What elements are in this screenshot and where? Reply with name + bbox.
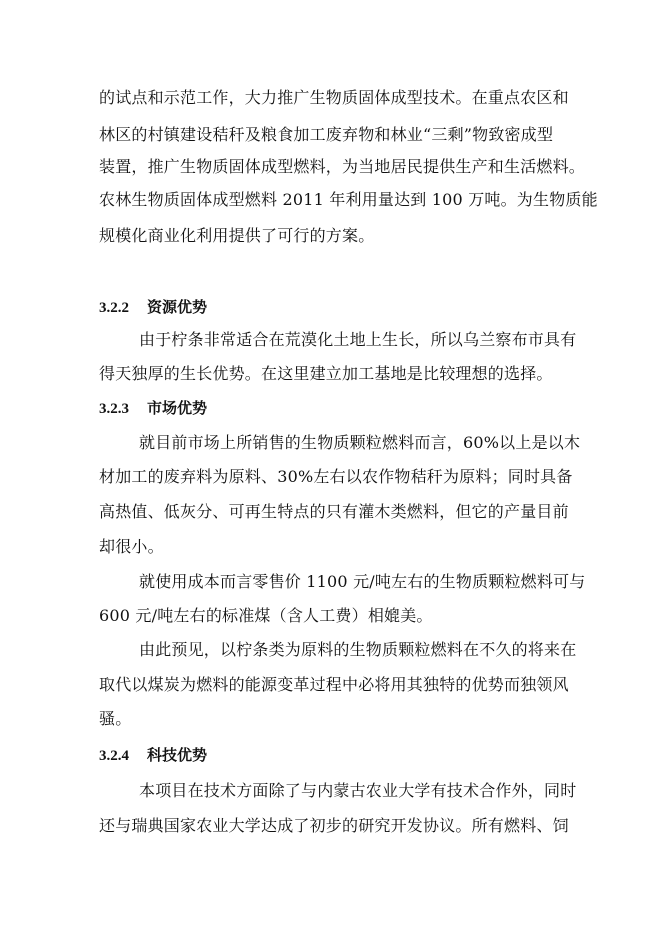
- section-title: 科技优势: [147, 746, 208, 764]
- intro-line-4: 农林生物质固体成型燃料 2011 年利用量达到 100 万吨。为生物质能: [99, 190, 598, 209]
- section-title: 资源优势: [147, 298, 208, 316]
- section-324-line-2: 还与瑞典国家农业大学达成了初步的研究开发协议。所有燃料、饲: [99, 816, 569, 835]
- section-323-p3-line-2: 取代以煤炭为燃料的能源变革过程中必将用其独特的优势而独领风: [99, 675, 569, 694]
- section-number: 3.2.3: [99, 401, 129, 417]
- intro-line-5: 规模化商业化利用提供了可行的方案。: [99, 226, 375, 245]
- section-322-line-1: 由于柠条非常适合在荒漠化土地上生长，所以乌兰察布市具有: [139, 330, 577, 349]
- intro-line-3: 装置，推广生物质固体成型燃料，为当地居民提供生产和生活燃料。: [99, 157, 586, 176]
- section-323-p2-line-2: 600 元/吨左右的标准煤（含人工费）相媲美。: [99, 606, 433, 625]
- intro-line-1: 的试点和示范工作，大力推广生物质固体成型技术。在重点农区和: [99, 88, 569, 107]
- section-title: 市场优势: [147, 399, 208, 417]
- section-323-p3-line-3: 骚。: [99, 709, 132, 728]
- section-323-p2-line-1: 就使用成本而言零售价 1100 元/吨左右的生物质颗粒燃料可与: [139, 572, 586, 591]
- section-323-p1-line-1: 就目前市场上所销售的生物质颗粒燃料而言，60%以上是以木: [139, 433, 581, 452]
- section-323-p3-line-1: 由此预见，以柠条类为原料的生物质颗粒燃料在不久的将来在: [139, 640, 577, 659]
- section-number: 3.2.4: [99, 748, 129, 764]
- section-heading-322: [99, 297, 207, 318]
- section-324-line-1: 本项目在技术方面除了与内蒙古农业大学有技术合作外，同时: [139, 781, 577, 800]
- section-number: 3.2.2: [99, 300, 129, 316]
- section-heading-323: [99, 398, 207, 419]
- section-heading-324: [99, 745, 207, 766]
- section-323-p1-line-4: 却很小。: [99, 537, 164, 556]
- intro-line-2: 林区的村镇建设秸秆及粮食加工废弃物和林业“三剩”物致密成型: [99, 125, 554, 144]
- section-322-line-2: 得天独厚的生长优势。在这里建立加工基地是比较理想的选择。: [99, 364, 553, 383]
- section-323-p1-line-2: 材加工的废弃料为原料、30%左右以农作物秸秆为原料；同时具备: [99, 467, 573, 486]
- section-323-p1-line-3: 高热值、低灰分、可再生特点的只有灌木类燃料，但它的产量目前: [99, 502, 569, 521]
